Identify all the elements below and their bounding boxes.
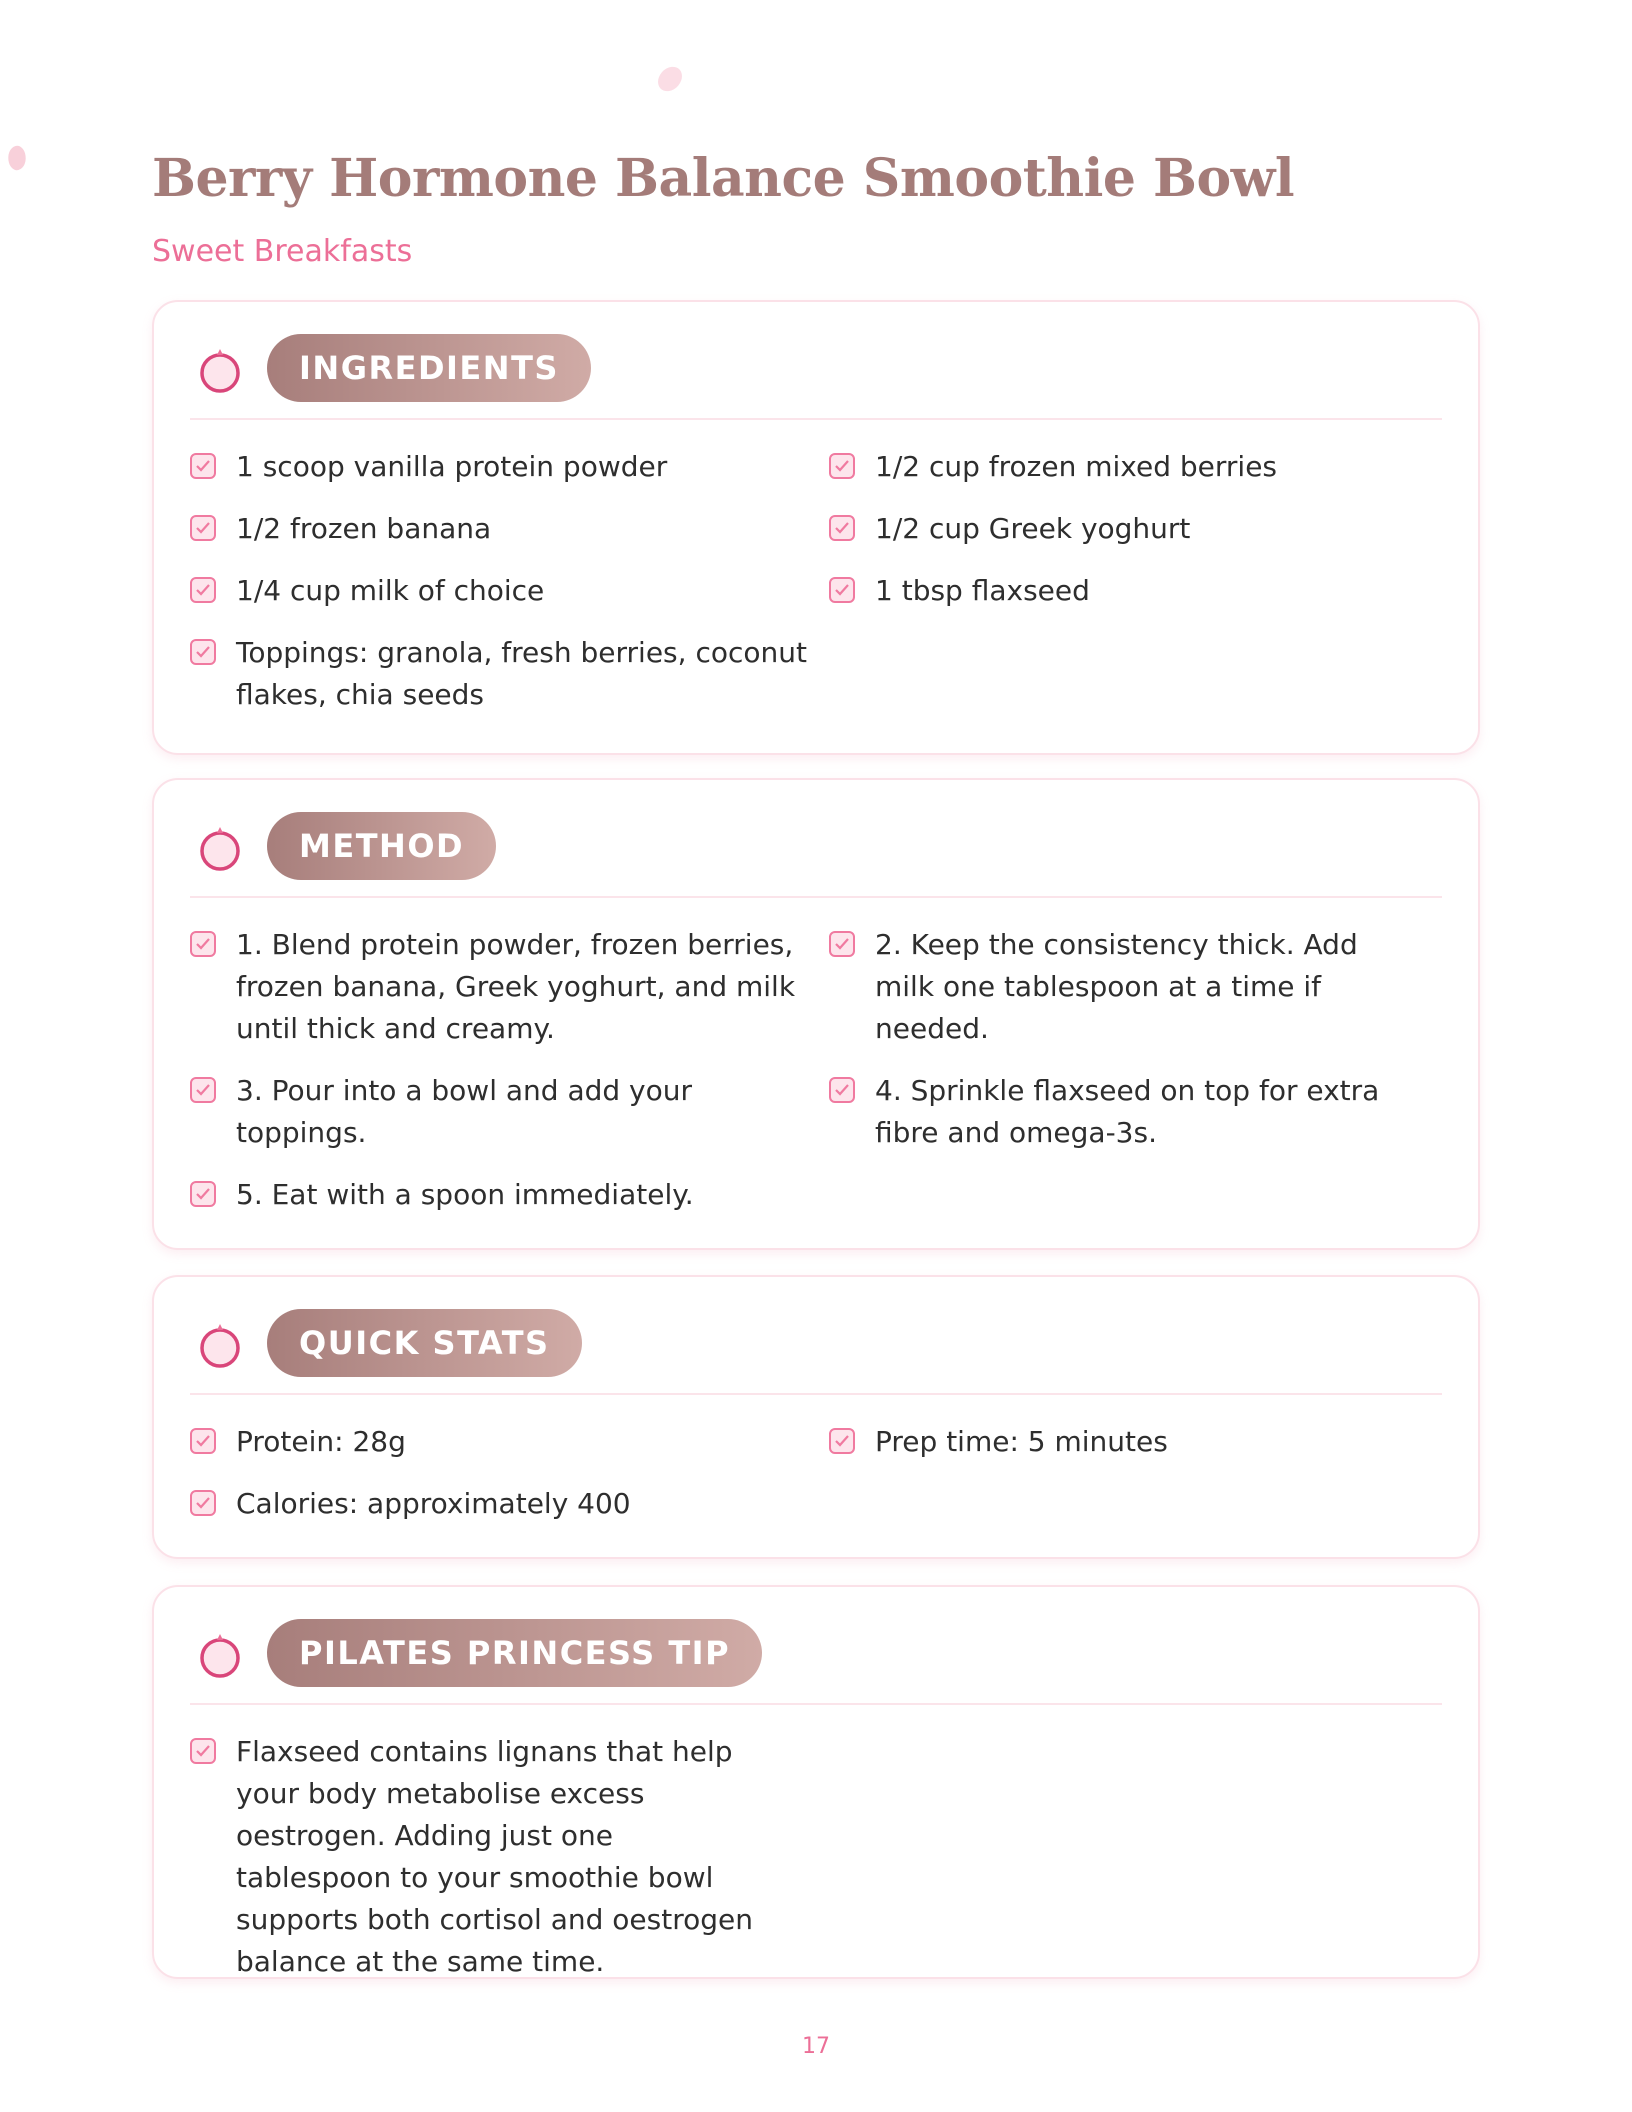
list-item: 1. Blend protein powder, frozen berries, frozen banana, Greek yoghurt, and milk until thick and creamy.: [190, 924, 829, 1050]
decorative-petal: [5, 144, 29, 172]
section-heading-tip: PILATES PRINCESS TIP: [267, 1619, 762, 1687]
page-number: 17: [802, 2034, 830, 2059]
card-header: [154, 1277, 1478, 1395]
checkbox-checked-icon: [190, 1428, 216, 1454]
checkbox-checked-icon: [190, 1181, 216, 1207]
list-item: 2. Keep the consistency thick. Add milk one tablespoon at a time if needed.: [829, 924, 1429, 1050]
section-heading-ingredients: INGREDIENTS: [267, 334, 591, 402]
checkbox-checked-icon: [829, 931, 855, 957]
list-item: 1/2 cup frozen mixed berries: [829, 446, 1429, 488]
checkbox-checked-icon: [829, 577, 855, 603]
flower-bud-icon: [198, 1631, 242, 1679]
list-item: Prep time: 5 minutes: [829, 1421, 1429, 1463]
list-item: 1/2 frozen banana: [190, 508, 829, 550]
flower-bud-icon: [198, 346, 242, 394]
list-item: Flaxseed contains lignans that help your body metabolise excess oestrogen. Adding just one tablespoon to your smoothie bowl supports both cortisol and oestrogen balance at the same time.: [190, 1731, 790, 1983]
list-item: 1 scoop vanilla protein powder: [190, 446, 829, 488]
decorative-petal: [655, 63, 685, 95]
page-title: Berry Hormone Balance Smoothie Bowl: [152, 148, 1295, 209]
section-heading-quick-stats: QUICK STATS: [267, 1309, 582, 1377]
checkbox-checked-icon: [190, 453, 216, 479]
list-item: 1 tbsp flaxseed: [829, 570, 1429, 612]
flower-bud-icon: [198, 1321, 242, 1369]
category-subtitle: Sweet Breakfasts: [152, 234, 413, 269]
checkbox-checked-icon: [190, 1490, 216, 1516]
list-item: 1/2 cup Greek yoghurt: [829, 508, 1429, 550]
list-item: Protein: 28g: [190, 1421, 829, 1463]
checkbox-checked-icon: [190, 639, 216, 665]
checkbox-checked-icon: [829, 515, 855, 541]
section-heading-method: METHOD: [267, 812, 496, 880]
tip-card: [152, 1585, 1480, 1979]
list-item: 4. Sprinkle flaxseed on top for extra fibre and omega-3s.: [829, 1070, 1429, 1154]
checkbox-checked-icon: [190, 515, 216, 541]
list-item: 5. Eat with a spoon immediately.: [190, 1174, 829, 1216]
checkbox-checked-icon: [190, 1738, 216, 1764]
method-card: [152, 778, 1480, 1250]
checkbox-checked-icon: [190, 577, 216, 603]
quick-stats-card: [152, 1275, 1480, 1559]
checkbox-checked-icon: [190, 931, 216, 957]
checkbox-checked-icon: [829, 1077, 855, 1103]
card-header: [154, 302, 1478, 420]
list-item: 3. Pour into a bowl and add your toppings.: [190, 1070, 829, 1154]
card-header: [154, 1587, 1478, 1705]
tip-list: [154, 1705, 1478, 1983]
card-header: [154, 780, 1478, 898]
checkbox-checked-icon: [829, 453, 855, 479]
flower-bud-icon: [198, 824, 242, 872]
list-item: Toppings: granola, fresh berries, coconut flakes, chia seeds: [190, 632, 829, 716]
ingredients-list: [154, 420, 1478, 716]
checkbox-checked-icon: [190, 1077, 216, 1103]
list-item: 1/4 cup milk of choice: [190, 570, 829, 612]
ingredients-card: [152, 300, 1480, 755]
list-item: Calories: approximately 400: [190, 1483, 829, 1525]
method-list: [154, 898, 1478, 1216]
quick-stats-list: [154, 1395, 1478, 1525]
checkbox-checked-icon: [829, 1428, 855, 1454]
